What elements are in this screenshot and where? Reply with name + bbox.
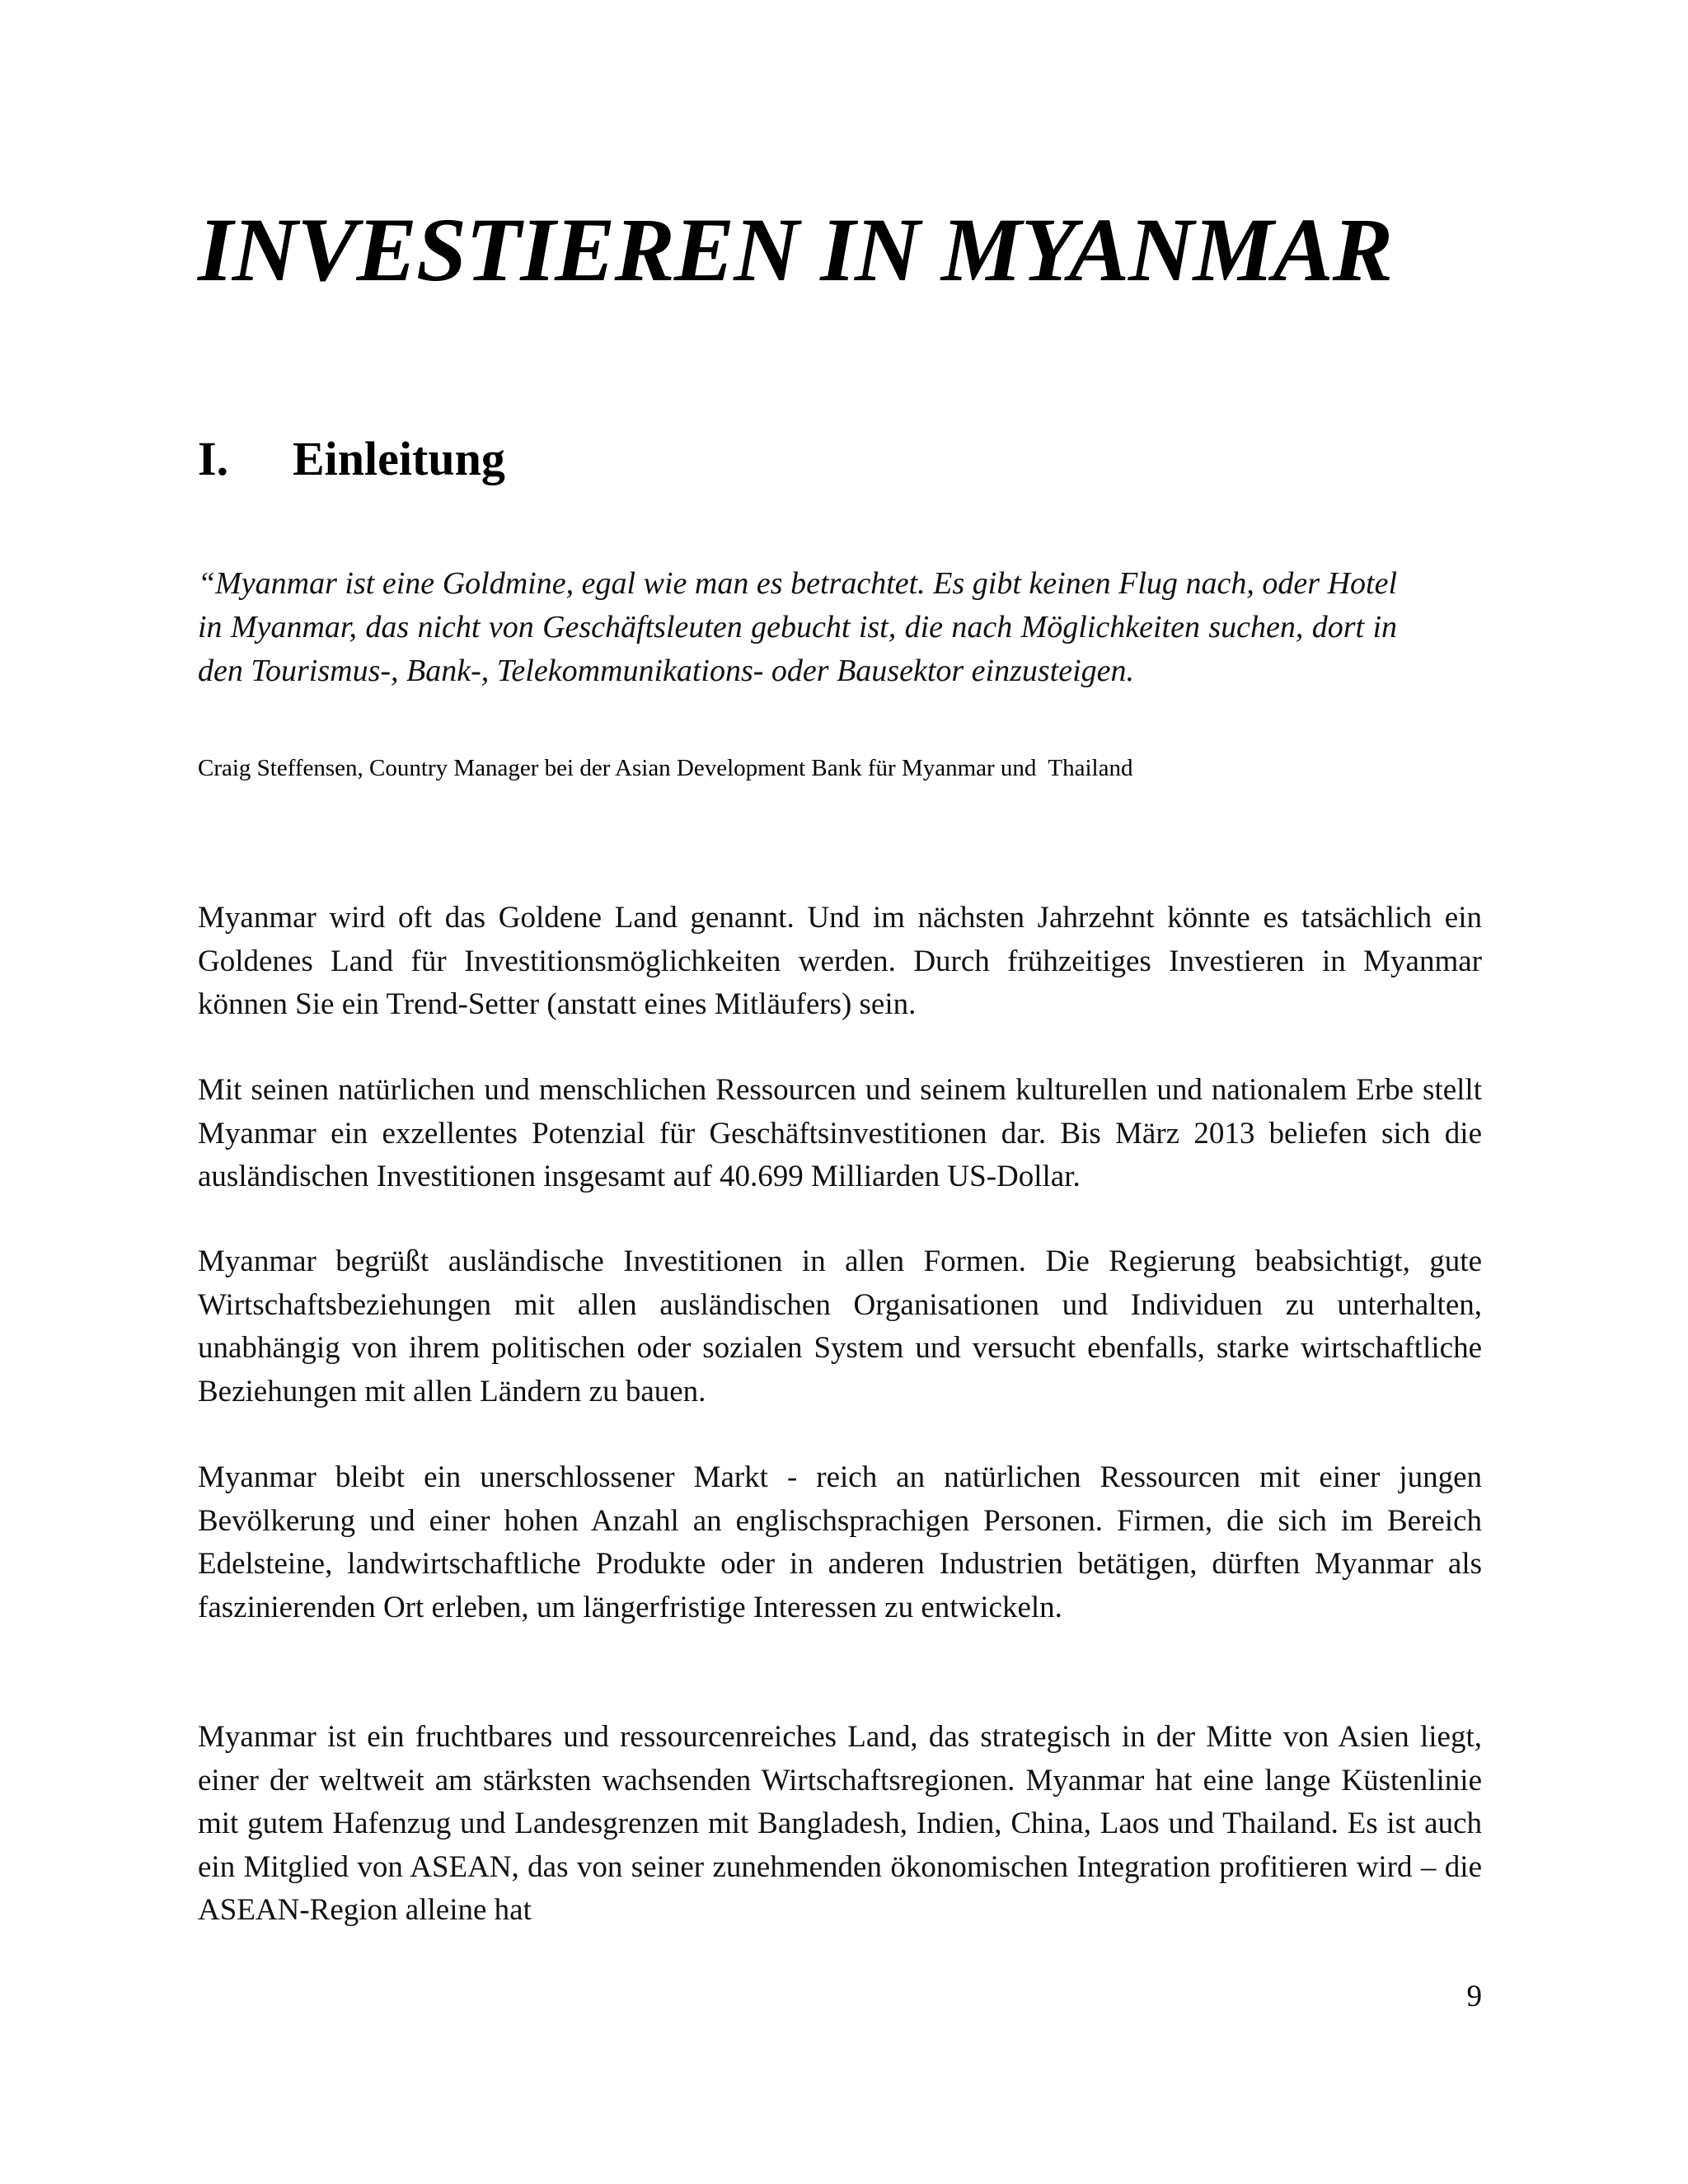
body-paragraph: Myanmar bleibt ein unerschlossener Markt - reich an natürlichen Ressourcen mit einer jungen Bevölkerung und einer hohen Anzahl an englischsprachigen Personen. Firmen, die sich im Bereich Edelsteine, landwirtschaftliche Produkte oder in anderen Industrien betätigen, dürften Myanmar als faszinierenden Ort erleben, um längerfristige Interessen zu entwickeln. [198,1460,1482,1624]
body-paragraph: Myanmar wird oft das Goldene Land genannt. Und im nächsten Jahrzehnt könnte es tatsächlich ein Goldenes Land für Investitionsmöglichkeiten werden. Durch frühzeitiges Investieren in Myanmar können Sie ein Trend-Setter (anstatt eines Mitläufers) sein. [198,901,1482,1021]
quote-attribution: Craig Steffensen, Country Manager bei der Asian Development Bank für Myanmar und Thailand [198,755,1133,781]
quote-text: “Myanmar ist eine Goldmine, egal wie man es betrachtet. Es gibt keinen Flug nach, oder Hotel in Myanmar, das nicht von Geschäftsleuten gebucht ist, die nach Möglichkeiten suchen, dort in den Tourismus-, Bank-, Telekommunikations- oder Bausektor einzusteigen. [198,566,1397,688]
page-number: 9 [1466,1980,1482,2013]
document-title: INVESTIEREN IN MYANMAR [198,199,1393,300]
body-paragraph: Mit seinen natürlichen und menschlichen Ressourcen und seinem kulturellen und nationalem Erbe stellt Myanmar ein exzellentes Potenzial für Geschäftsinvestitionen dar. Bis März 2013 beliefen sich die ausländischen Investitionen insgesamt auf 40.699 Milliarden US-Dollar. [198,1073,1482,1193]
section-heading [198,432,505,485]
section-title: Einleitung [293,432,505,485]
body-paragraph: Myanmar begrüßt ausländische Investitionen in allen Formen. Die Regierung beabsichtigt, gute Wirtschaftsbeziehungen mit allen ausländischen Organisationen und Individuen zu unterhalten, unabhängig von ihrem politischen oder sozialen System und versucht ebenfalls, starke wirtschaftliche Beziehungen mit allen Ländern zu bauen. [198,1244,1482,1408]
body-paragraph: Myanmar ist ein fruchtbares und ressourcenreiches Land, das strategisch in der Mitte von Asien liegt, einer der weltweit am stärksten wachsenden Wirtschaftsregionen. Myanmar hat eine lange Küstenlinie mit gutem Hafenzug und Landesgrenzen mit Bangladesh, Indien, China, Laos und Thailand. Es ist auch ein Mitglied von ASEAN, das von seiner zunehmenden ökonomischen Integration profitieren wird – die ASEAN-Region alleine hat [198,1720,1482,1927]
section-number: I. [198,432,229,485]
